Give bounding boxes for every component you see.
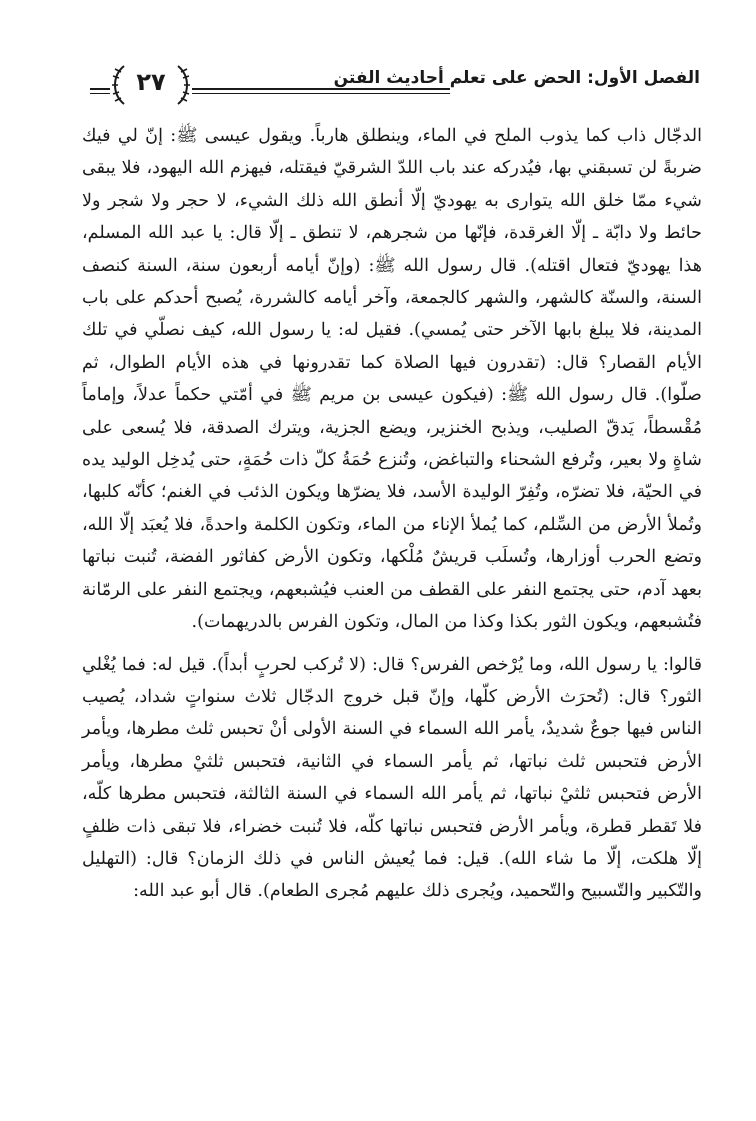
page-number: ٢٧ [136,68,166,96]
leaf-ornament-icon [174,64,192,106]
paragraph: قالوا: يا رسول الله، وما يُرْخص الفرس؟ قال: (لا تُركب لحربٍ أبداً). قيل له: فما يُغْلي الثور؟ قال: (تُحرَث الأرض كلّها، وإنّ قبل خروج الدجّال ثلاث سنواتٍ شداد، يُصيب الناس فيها جوعٌ شديدٌ، يأمر الله السماء في السنة الأولى أنْ تحبس ثلث مطرها، ويأمر الأرض فتحبس ثلث نباتها، ثم يأمر السماء في الثانية، فتحبس ثلثيْ مطرها، ويأمر الأرض فتحبس ثلثيْ نباتها، ثم يأمر الله السماء في السنة الثالثة، فتحبس مطرها كلّه، فلا تَقطر قطرة، ويأمر الأرض فتحبس نباتها كلّه، فلا تُنبت خضراء، فلا تبقى ذات ظلفٍ إلّا هلكت، إلّا ما شاء الله). قيل: فما يُعيش الناس في ذلك الزمان؟ قال: (التهليل والتّكبير والتّسبيح والتّحميد، ويُجرى ذلك عليهم مُجرى الطعام). قال أبو عبد الله: [82,654,702,902]
page-header [80,60,700,110]
chapter-title: الفصل الأول: الحض على تعلم أحاديث الفتن [333,68,700,88]
page-number-frame [110,64,192,106]
page-body [82,120,702,908]
paragraph: الدجّال ذاب كما يذوب الملح في الماء، وينطلق هارباً. ويقول عيسى ﷺ: إنّ لي فيك ضربةً لن تسبقني بها، فيُدركه عند باب اللدّ الشرقيّ فيقتله، فيهزم الله اليهود، فلا يبقى شيء ممّا خلق الله يتوارى به يهوديّ إلّا أنطق الله ذلك الشيء، لا حجر ولا شجر ولا حائط ولا دابّة ـ إلّا الغرقدة، فإنّها من شجرهم، لا تنطق ـ إلّا قال: يا عبد الله المسلم، هذا يهوديّ فتعال اقتله). قال رسول الله ﷺ: (وإنّ أيامه أربعون سنة، السنة كنصف السنة، والسنّة كالشهر، والشهر كالجمعة، وآخر أيامه كالشررة، يُصبح أحدكم على باب المدينة، فلا يبلغ بابها الآخر حتى يُمسي). فقيل له: يا رسول الله، كيف نصلّي في تلك الأيام القصار؟ قال: (تقدرون فيها الصلاة كما تقدرونها في هذه الأيام الطوال، ثم صلّوا). قال رسول الله ﷺ: (فيكون عيسى بن مريم ﷺ في أمّتي حكماً عدلاً، وإماماً مُقْسطاً، يَدقّ الصليب، ويذبح الخنزير، ويضع الجزية، ويترك الصدقة، فلا يُسعى على شاةٍ ولا بعير، وتُرفع الشحناء والتباغض، وتُنزع حُمَةُ كلّ ذات حُمَةٍ، حتى يُدخِل الوليد يده في الحيّة، فلا تضرّه، وتُفِرّ الوليدة الأسد، فلا يضرّها ويكون الذئب في الغنم؛ كأنّه كلبها، وتُملأ الأرض من السِّلم، كما يُملأ الإناء من الماء، وتكون الكلمة واحدةً، فلا يُعبَد إلّا الله، وتضع الحرب أوزارها، وتُسلَب قريشٌ مُلْكها، وتكون الأرض كفاثور الفضة، تُنبت نباتها بعهد آدم، حتى يجتمع النفر على القطف من العنب فيُشبعهم، ويجتمع النفر على الرمّانة فتُشبعهم، ويكون الثور بكذا وكذا من المال، وتكون الفرس بالدريهمات). [82,126,702,633]
